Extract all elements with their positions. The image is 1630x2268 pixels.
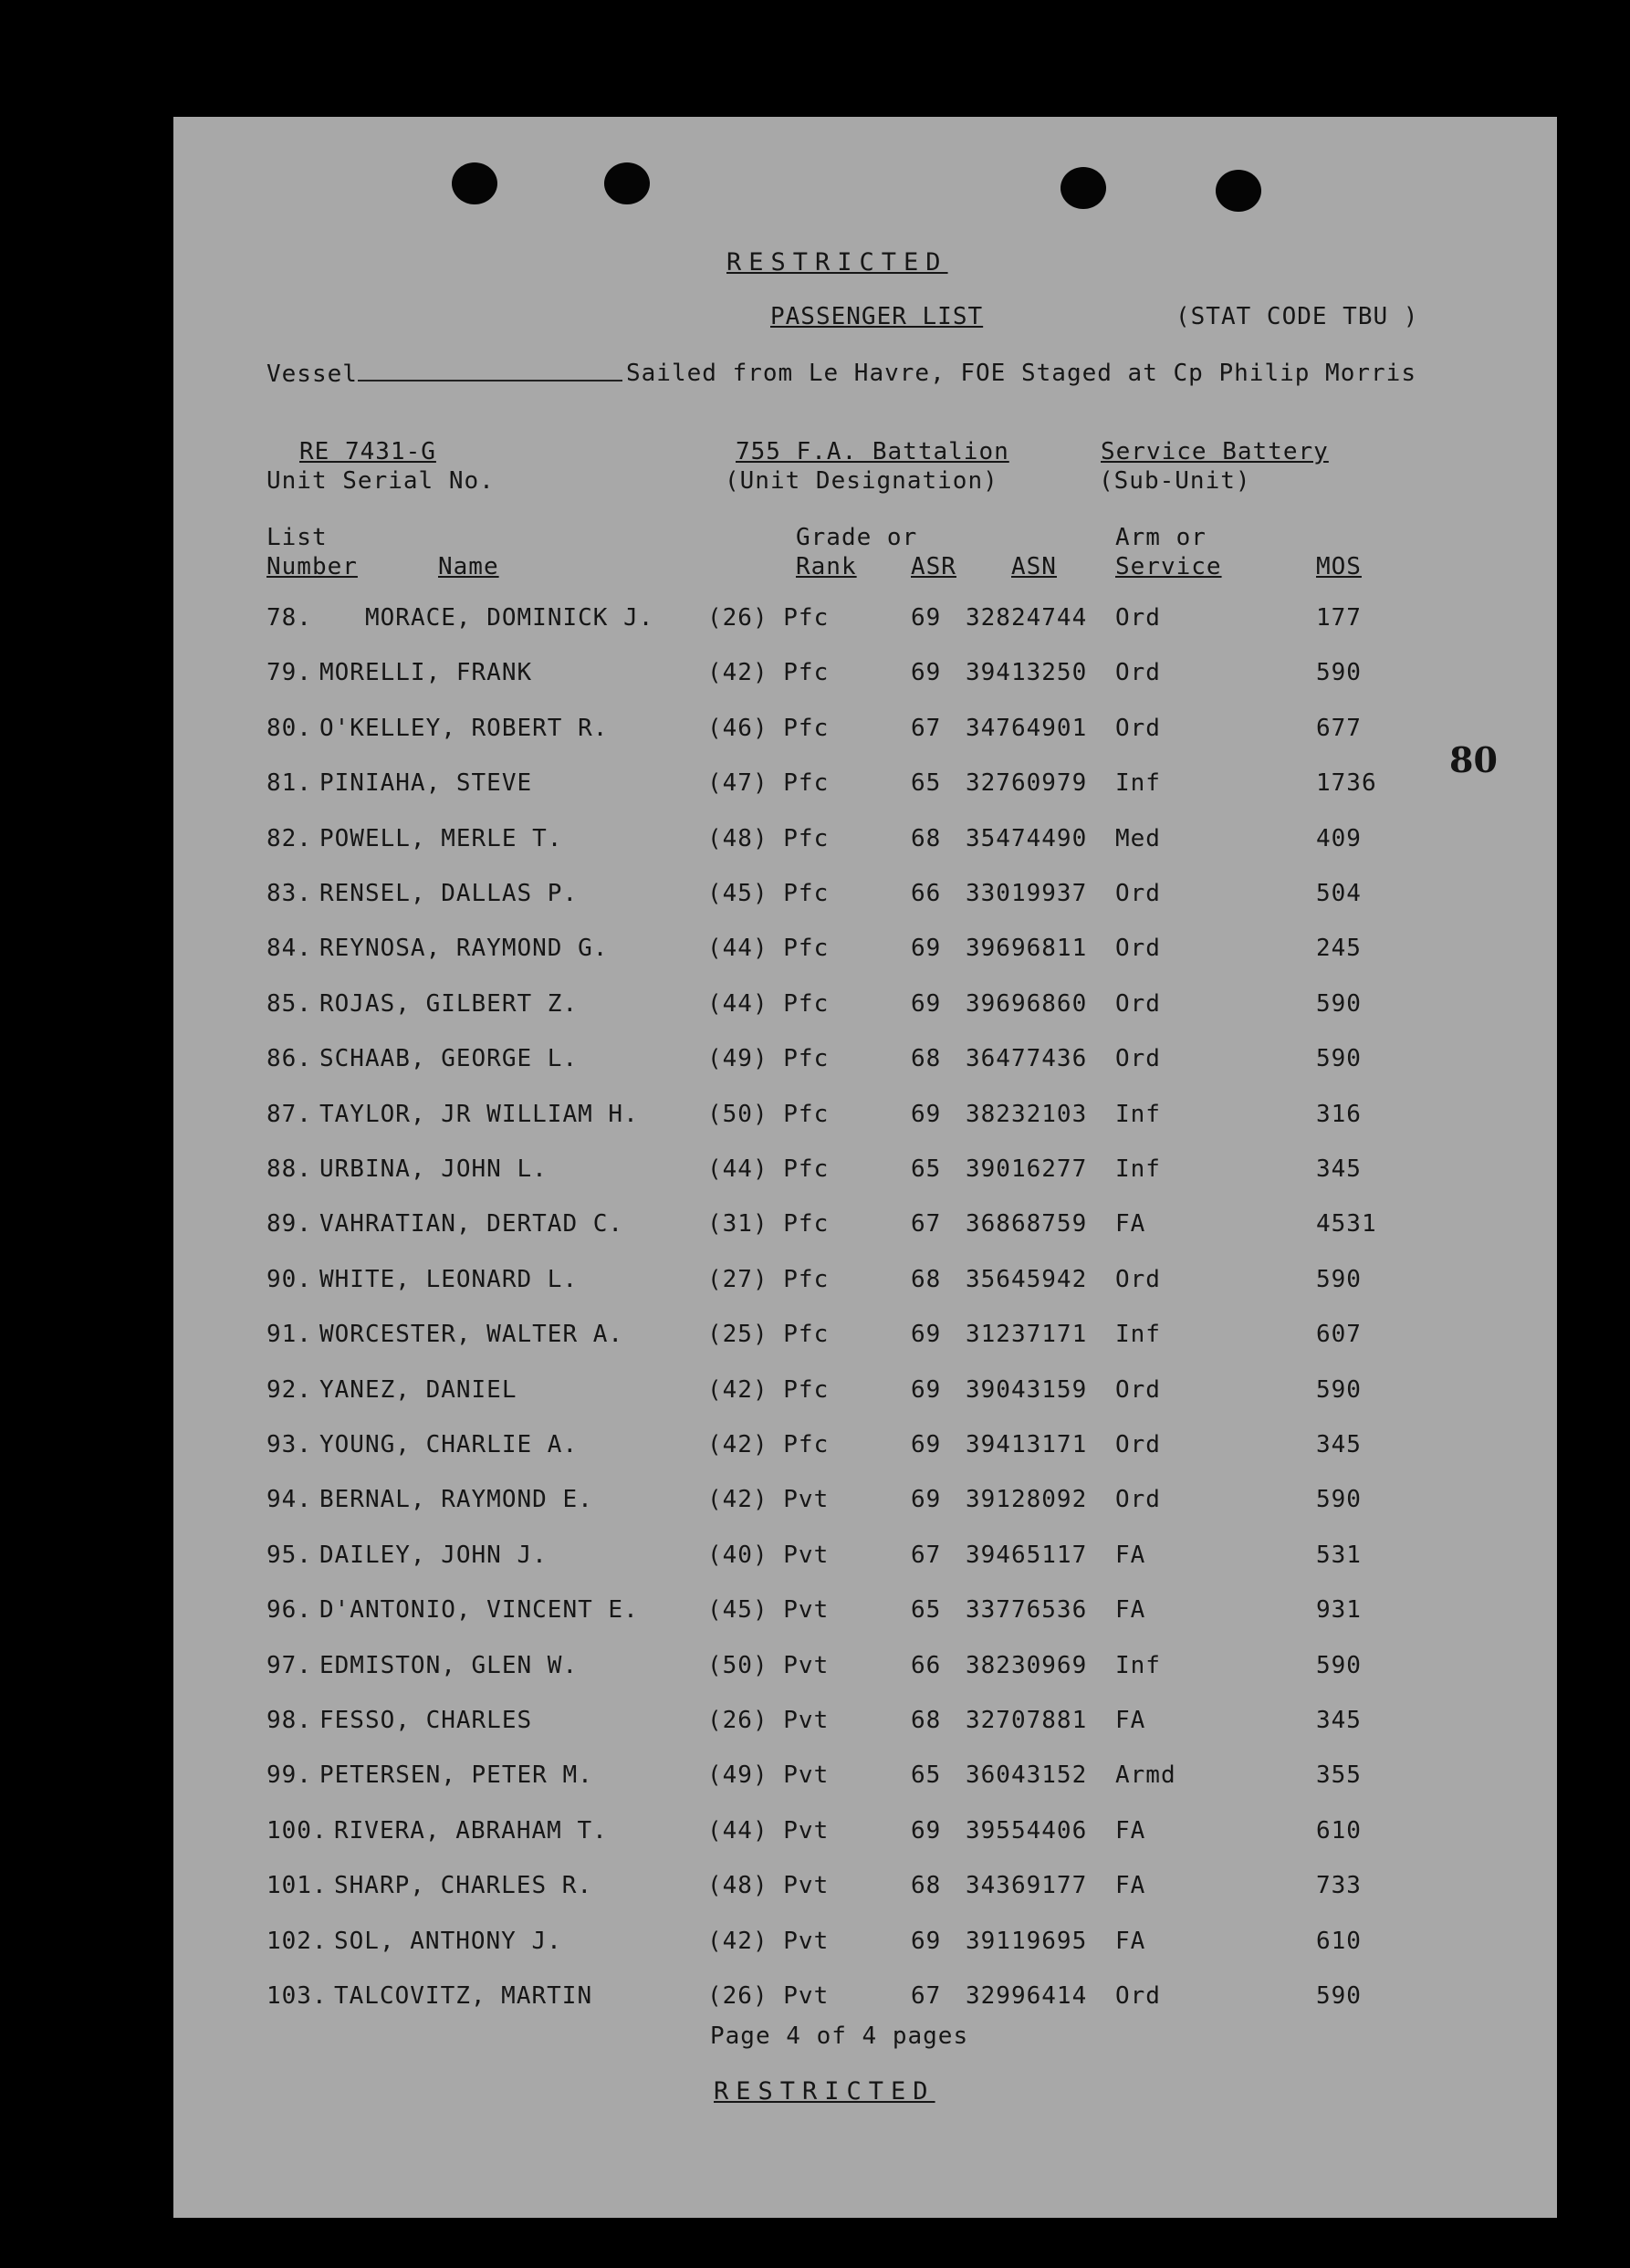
passenger-name: POWELL, MERLE T.: [319, 825, 563, 852]
grade-rank: (44) Pvt: [707, 1817, 830, 1845]
list-number: 101.: [266, 1872, 328, 1899]
grade-rank: (45) Pvt: [707, 1596, 830, 1624]
asr: 69: [911, 1486, 942, 1513]
punch-hole: [452, 162, 497, 204]
grade-rank: (26) Pvt: [707, 1982, 830, 2010]
asn: 38232103: [966, 1101, 1088, 1128]
passenger-name: PINIAHA, STEVE: [319, 769, 533, 797]
asr: 66: [911, 1652, 942, 1679]
arm-service: FA: [1115, 1817, 1146, 1845]
asr: 69: [911, 1817, 942, 1845]
list-number: 81.: [266, 769, 312, 797]
list-number: 103.: [266, 1982, 328, 2010]
arm-service: Ord: [1115, 715, 1161, 742]
classification-bottom: RESTRICTED: [714, 2077, 935, 2106]
arm-service: Inf: [1115, 1321, 1161, 1348]
asn: 39016277: [966, 1155, 1088, 1183]
list-number: 80.: [266, 715, 312, 742]
mos: 931: [1316, 1596, 1362, 1624]
arm-service: Inf: [1115, 769, 1161, 797]
table-row: [173, 1596, 1557, 1651]
passenger-name: MORACE, DOMINICK J.: [365, 604, 654, 632]
vessel-blank: [358, 360, 622, 381]
passenger-name: RENSEL, DALLAS P.: [319, 880, 579, 907]
arm-service: Inf: [1115, 1155, 1161, 1183]
mos: 531: [1316, 1542, 1362, 1569]
grade-rank: (25) Pfc: [707, 1321, 830, 1348]
asn: 39696860: [966, 990, 1088, 1018]
mos: 345: [1316, 1155, 1362, 1183]
asr: 69: [911, 1321, 942, 1348]
col-list-number-1: List: [266, 524, 328, 551]
col-list-number-2: Number: [266, 553, 358, 580]
asr: 68: [911, 1266, 942, 1293]
mos: 1736: [1316, 769, 1377, 797]
arm-service: Ord: [1115, 1376, 1161, 1404]
list-number: 100.: [266, 1817, 328, 1845]
grade-rank: (48) Pfc: [707, 825, 830, 852]
passenger-name: ROJAS, GILBERT Z.: [319, 990, 579, 1018]
asn: 36477436: [966, 1045, 1088, 1072]
table-row: [173, 1542, 1557, 1596]
passenger-name: YANEZ, DANIEL: [319, 1376, 517, 1404]
list-number: 89.: [266, 1210, 312, 1238]
asn: 34369177: [966, 1872, 1088, 1899]
table-row: [173, 1321, 1557, 1375]
mos: 590: [1316, 1486, 1362, 1513]
table-row: [173, 715, 1557, 769]
passenger-name: O'KELLEY, ROBERT R.: [319, 715, 609, 742]
grade-rank: (27) Pfc: [707, 1266, 830, 1293]
table-row: [173, 825, 1557, 880]
mos: 590: [1316, 1376, 1362, 1404]
table-row: [173, 935, 1557, 989]
mos: 590: [1316, 1266, 1362, 1293]
table-row: [173, 1817, 1557, 1872]
asr: 68: [911, 825, 942, 852]
mos: 607: [1316, 1321, 1362, 1348]
table-row: [173, 1266, 1557, 1321]
table-row: [173, 769, 1557, 824]
sub-unit-value: Service Battery: [1101, 438, 1329, 465]
table-row: [173, 1486, 1557, 1541]
table-row: [173, 1928, 1557, 1982]
sub-unit-label: (Sub-Unit): [1099, 467, 1251, 495]
passenger-name: D'ANTONIO, VINCENT E.: [319, 1596, 639, 1624]
sailed-from: Sailed from Le Havre, FOE Staged at Cp Philip Morris: [626, 360, 1416, 387]
col-arm-2: Service: [1115, 553, 1222, 580]
list-number: 78.: [266, 604, 312, 632]
mos: 590: [1316, 1045, 1362, 1072]
mos: 733: [1316, 1872, 1362, 1899]
table-row: [173, 1210, 1557, 1265]
list-number: 99.: [266, 1761, 312, 1789]
col-mos: MOS: [1316, 553, 1362, 580]
grade-rank: (44) Pfc: [707, 990, 830, 1018]
classification-top: RESTRICTED: [726, 248, 948, 277]
grade-rank: (44) Pfc: [707, 1155, 830, 1183]
col-asn: ASN: [1011, 553, 1057, 580]
arm-service: Ord: [1115, 1486, 1161, 1513]
col-name: Name: [438, 553, 499, 580]
arm-service: Ord: [1115, 1982, 1161, 2010]
list-number: 98.: [266, 1707, 312, 1734]
punch-hole: [604, 162, 650, 204]
mos: 610: [1316, 1817, 1362, 1845]
asr: 67: [911, 1542, 942, 1569]
asn: 39128092: [966, 1486, 1088, 1513]
mos: 345: [1316, 1431, 1362, 1458]
grade-rank: (26) Pfc: [707, 604, 830, 632]
grade-rank: (42) Pfc: [707, 1376, 830, 1404]
mos: 409: [1316, 825, 1362, 852]
col-arm-1: Arm or: [1115, 524, 1207, 551]
list-number: 85.: [266, 990, 312, 1018]
table-row: [173, 659, 1557, 714]
asn: 33019937: [966, 880, 1088, 907]
arm-service: Ord: [1115, 1045, 1161, 1072]
asr: 65: [911, 1155, 942, 1183]
table-row: [173, 1101, 1557, 1155]
asn: 39465117: [966, 1542, 1088, 1569]
asn: 34764901: [966, 715, 1088, 742]
list-number: 86.: [266, 1045, 312, 1072]
document-sheet: [173, 117, 1557, 2218]
list-number: 88.: [266, 1155, 312, 1183]
asn: 36043152: [966, 1761, 1088, 1789]
mos: 590: [1316, 1652, 1362, 1679]
mos: 177: [1316, 604, 1362, 632]
passenger-name: TALCOVITZ, MARTIN: [334, 1982, 593, 2010]
asr: 69: [911, 1928, 942, 1955]
grade-rank: (40) Pvt: [707, 1542, 830, 1569]
list-number: 91.: [266, 1321, 312, 1348]
arm-service: FA: [1115, 1707, 1146, 1734]
passenger-name: PETERSEN, PETER M.: [319, 1761, 593, 1789]
passenger-name: YOUNG, CHARLIE A.: [319, 1431, 579, 1458]
arm-service: Armd: [1115, 1761, 1176, 1789]
document-title: PASSENGER LIST: [770, 303, 984, 330]
asn: 32996414: [966, 1982, 1088, 2010]
asr: 69: [911, 1376, 942, 1404]
asn: 39554406: [966, 1817, 1088, 1845]
asr: 67: [911, 1982, 942, 2010]
unit-designation-label: (Unit Designation): [725, 467, 998, 495]
passenger-name: SHARP, CHARLES R.: [334, 1872, 593, 1899]
asr: 69: [911, 604, 942, 632]
page-info: Page 4 of 4 pages: [710, 2022, 969, 2050]
asn: 39119695: [966, 1928, 1088, 1955]
asr: 66: [911, 880, 942, 907]
mos: 245: [1316, 935, 1362, 962]
passenger-name: EDMISTON, GLEN W.: [319, 1652, 579, 1679]
asn: 39696811: [966, 935, 1088, 962]
col-grade-2: Rank: [796, 553, 857, 580]
list-number: 97.: [266, 1652, 312, 1679]
passenger-name: REYNOSA, RAYMOND G.: [319, 935, 609, 962]
mos: 4531: [1316, 1210, 1377, 1238]
list-number: 90.: [266, 1266, 312, 1293]
list-number: 102.: [266, 1928, 328, 1955]
passenger-name: RIVERA, ABRAHAM T.: [334, 1817, 608, 1845]
arm-service: FA: [1115, 1596, 1146, 1624]
mos: 504: [1316, 880, 1362, 907]
grade-rank: (26) Pvt: [707, 1707, 830, 1734]
grade-rank: (50) Pfc: [707, 1101, 830, 1128]
list-number: 79.: [266, 659, 312, 686]
asn: 39413250: [966, 659, 1088, 686]
asn: 32760979: [966, 769, 1088, 797]
table-row: [173, 1872, 1557, 1927]
asn: 33776536: [966, 1596, 1088, 1624]
arm-service: Med: [1115, 825, 1161, 852]
asn: 36868759: [966, 1210, 1088, 1238]
grade-rank: (46) Pfc: [707, 715, 830, 742]
arm-service: FA: [1115, 1872, 1146, 1899]
passenger-name: VAHRATIAN, DERTAD C.: [319, 1210, 624, 1238]
asr: 65: [911, 769, 942, 797]
list-number: 94.: [266, 1486, 312, 1513]
mos: 355: [1316, 1761, 1362, 1789]
arm-service: Inf: [1115, 1101, 1161, 1128]
asn: 35645942: [966, 1266, 1088, 1293]
arm-service: Inf: [1115, 1652, 1161, 1679]
grade-rank: (31) Pfc: [707, 1210, 830, 1238]
asn: 31237171: [966, 1321, 1088, 1348]
grade-rank: (42) Pvt: [707, 1486, 830, 1513]
asn: 39043159: [966, 1376, 1088, 1404]
punch-hole: [1216, 170, 1261, 212]
passenger-name: SCHAAB, GEORGE L.: [319, 1045, 579, 1072]
list-number: 95.: [266, 1542, 312, 1569]
asn: 35474490: [966, 825, 1088, 852]
table-row: [173, 1376, 1557, 1431]
grade-rank: (49) Pfc: [707, 1045, 830, 1072]
asr: 69: [911, 1101, 942, 1128]
stat-code: (STAT CODE TBU ): [1175, 303, 1419, 330]
vessel-label: Vessel: [266, 361, 358, 388]
arm-service: Ord: [1115, 604, 1161, 632]
list-number: 83.: [266, 880, 312, 907]
grade-rank: (50) Pvt: [707, 1652, 830, 1679]
passenger-name: WHITE, LEONARD L.: [319, 1266, 579, 1293]
table-row: [173, 1155, 1557, 1210]
passenger-name: FESSO, CHARLES: [319, 1707, 533, 1734]
mos: 677: [1316, 715, 1362, 742]
unit-serial-value: RE 7431-G: [299, 438, 436, 465]
passenger-name: URBINA, JOHN L.: [319, 1155, 548, 1183]
arm-service: Ord: [1115, 990, 1161, 1018]
table-row: [173, 880, 1557, 935]
mos: 590: [1316, 1982, 1362, 2010]
list-number: 93.: [266, 1431, 312, 1458]
passenger-name: MORELLI, FRANK: [319, 659, 533, 686]
mos: 345: [1316, 1707, 1362, 1734]
grade-rank: (42) Pfc: [707, 1431, 830, 1458]
grade-rank: (49) Pvt: [707, 1761, 830, 1789]
table-row: [173, 1761, 1557, 1816]
punch-hole: [1061, 167, 1106, 209]
arm-service: Ord: [1115, 935, 1161, 962]
list-number: 84.: [266, 935, 312, 962]
col-asr: ASR: [911, 553, 956, 580]
arm-service: FA: [1115, 1210, 1146, 1238]
list-number: 92.: [266, 1376, 312, 1404]
passenger-name: WORCESTER, WALTER A.: [319, 1321, 624, 1348]
grade-rank: (45) Pfc: [707, 880, 830, 907]
vessel-line: [266, 360, 622, 388]
asr: 69: [911, 659, 942, 686]
page-stamp-number: 80: [1449, 739, 1498, 780]
asr: 69: [911, 935, 942, 962]
arm-service: Ord: [1115, 1431, 1161, 1458]
mos: 316: [1316, 1101, 1362, 1128]
passenger-name: DAILEY, JOHN J.: [319, 1542, 548, 1569]
table-row: [173, 1431, 1557, 1486]
grade-rank: (42) Pvt: [707, 1928, 830, 1955]
arm-service: FA: [1115, 1542, 1146, 1569]
grade-rank: (48) Pvt: [707, 1872, 830, 1899]
passenger-name: TAYLOR, JR WILLIAM H.: [319, 1101, 639, 1128]
mos: 590: [1316, 659, 1362, 686]
arm-service: Ord: [1115, 880, 1161, 907]
unit-serial-label: Unit Serial No.: [266, 467, 495, 495]
asr: 69: [911, 990, 942, 1018]
asr: 65: [911, 1596, 942, 1624]
grade-rank: (42) Pfc: [707, 659, 830, 686]
table-row: [173, 1045, 1557, 1100]
passenger-name: SOL, ANTHONY J.: [334, 1928, 562, 1955]
asn: 32824744: [966, 604, 1088, 632]
asn: 39413171: [966, 1431, 1088, 1458]
asr: 68: [911, 1707, 942, 1734]
asn: 38230969: [966, 1652, 1088, 1679]
col-grade-1: Grade or: [796, 524, 918, 551]
table-row: [173, 604, 1557, 659]
unit-designation-value: 755 F.A. Battalion: [736, 438, 1009, 465]
grade-rank: (47) Pfc: [707, 769, 830, 797]
passenger-name: BERNAL, RAYMOND E.: [319, 1486, 593, 1513]
asr: 65: [911, 1761, 942, 1789]
asr: 68: [911, 1045, 942, 1072]
arm-service: FA: [1115, 1928, 1146, 1955]
mos: 590: [1316, 990, 1362, 1018]
table-row: [173, 990, 1557, 1045]
arm-service: Ord: [1115, 1266, 1161, 1293]
mos: 610: [1316, 1928, 1362, 1955]
arm-service: Ord: [1115, 659, 1161, 686]
table-row: [173, 1707, 1557, 1761]
table-row: [173, 1652, 1557, 1707]
asn: 32707881: [966, 1707, 1088, 1734]
asr: 69: [911, 1431, 942, 1458]
asr: 67: [911, 1210, 942, 1238]
asr: 67: [911, 715, 942, 742]
list-number: 82.: [266, 825, 312, 852]
list-number: 87.: [266, 1101, 312, 1128]
grade-rank: (44) Pfc: [707, 935, 830, 962]
asr: 68: [911, 1872, 942, 1899]
list-number: 96.: [266, 1596, 312, 1624]
